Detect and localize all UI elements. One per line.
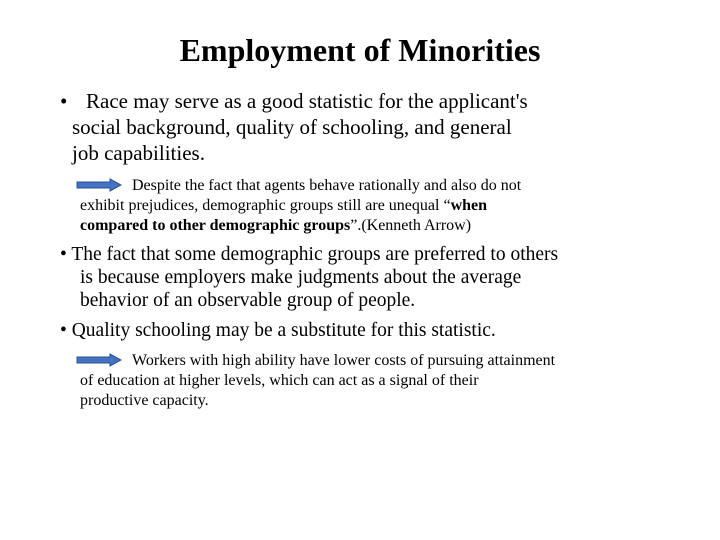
bullet-line: social background, quality of schooling, and general — [72, 115, 512, 139]
note-bold-text: when — [450, 197, 488, 214]
bullet-line: behavior of an observable group of people. — [80, 290, 416, 311]
note-line — [80, 196, 570, 216]
note-signaling — [80, 351, 610, 411]
bullet-text: Quality schooling may be a substitute for this statistic. — [71, 320, 496, 341]
note-bold-text: compared to other demographic groups — [80, 217, 351, 234]
bullet-text — [60, 88, 620, 166]
bullet-line: Race may serve as a good statistic for the applicant's — [86, 89, 528, 113]
bullet-dot: • — [60, 244, 67, 265]
bullet-line: is because employers make judgments about the average — [80, 267, 522, 288]
note-line: Despite the fact that agents behave rationally and also do not — [132, 177, 522, 194]
bullet-quality-schooling — [60, 319, 620, 342]
bullet-line: job capabilities. — [72, 141, 205, 165]
bullet-race-statistic — [60, 88, 620, 166]
note-text: exhibit prejudices, demographic groups still are unequal “ — [80, 197, 451, 214]
note-line: of education at higher levels, which can act as a signal of their — [80, 372, 479, 389]
note-line — [80, 216, 570, 236]
bullet-dot: • — [60, 89, 68, 113]
note-line: Workers with high ability have lower costs of pursuing attainment — [132, 352, 556, 369]
note-line: productive capacity. — [80, 392, 209, 409]
note-kenneth-arrow — [80, 176, 570, 236]
bullet-dot: • — [60, 320, 67, 341]
note-text: ”.(Kenneth Arrow) — [350, 217, 472, 234]
bullet-line — [60, 319, 620, 342]
slide-title: Employment of Minorities — [179, 32, 541, 68]
bullet-text: The fact that some demographic groups are preferred to others — [71, 244, 559, 265]
bullet-line — [60, 243, 620, 266]
bullet-demographic-groups — [60, 243, 620, 312]
